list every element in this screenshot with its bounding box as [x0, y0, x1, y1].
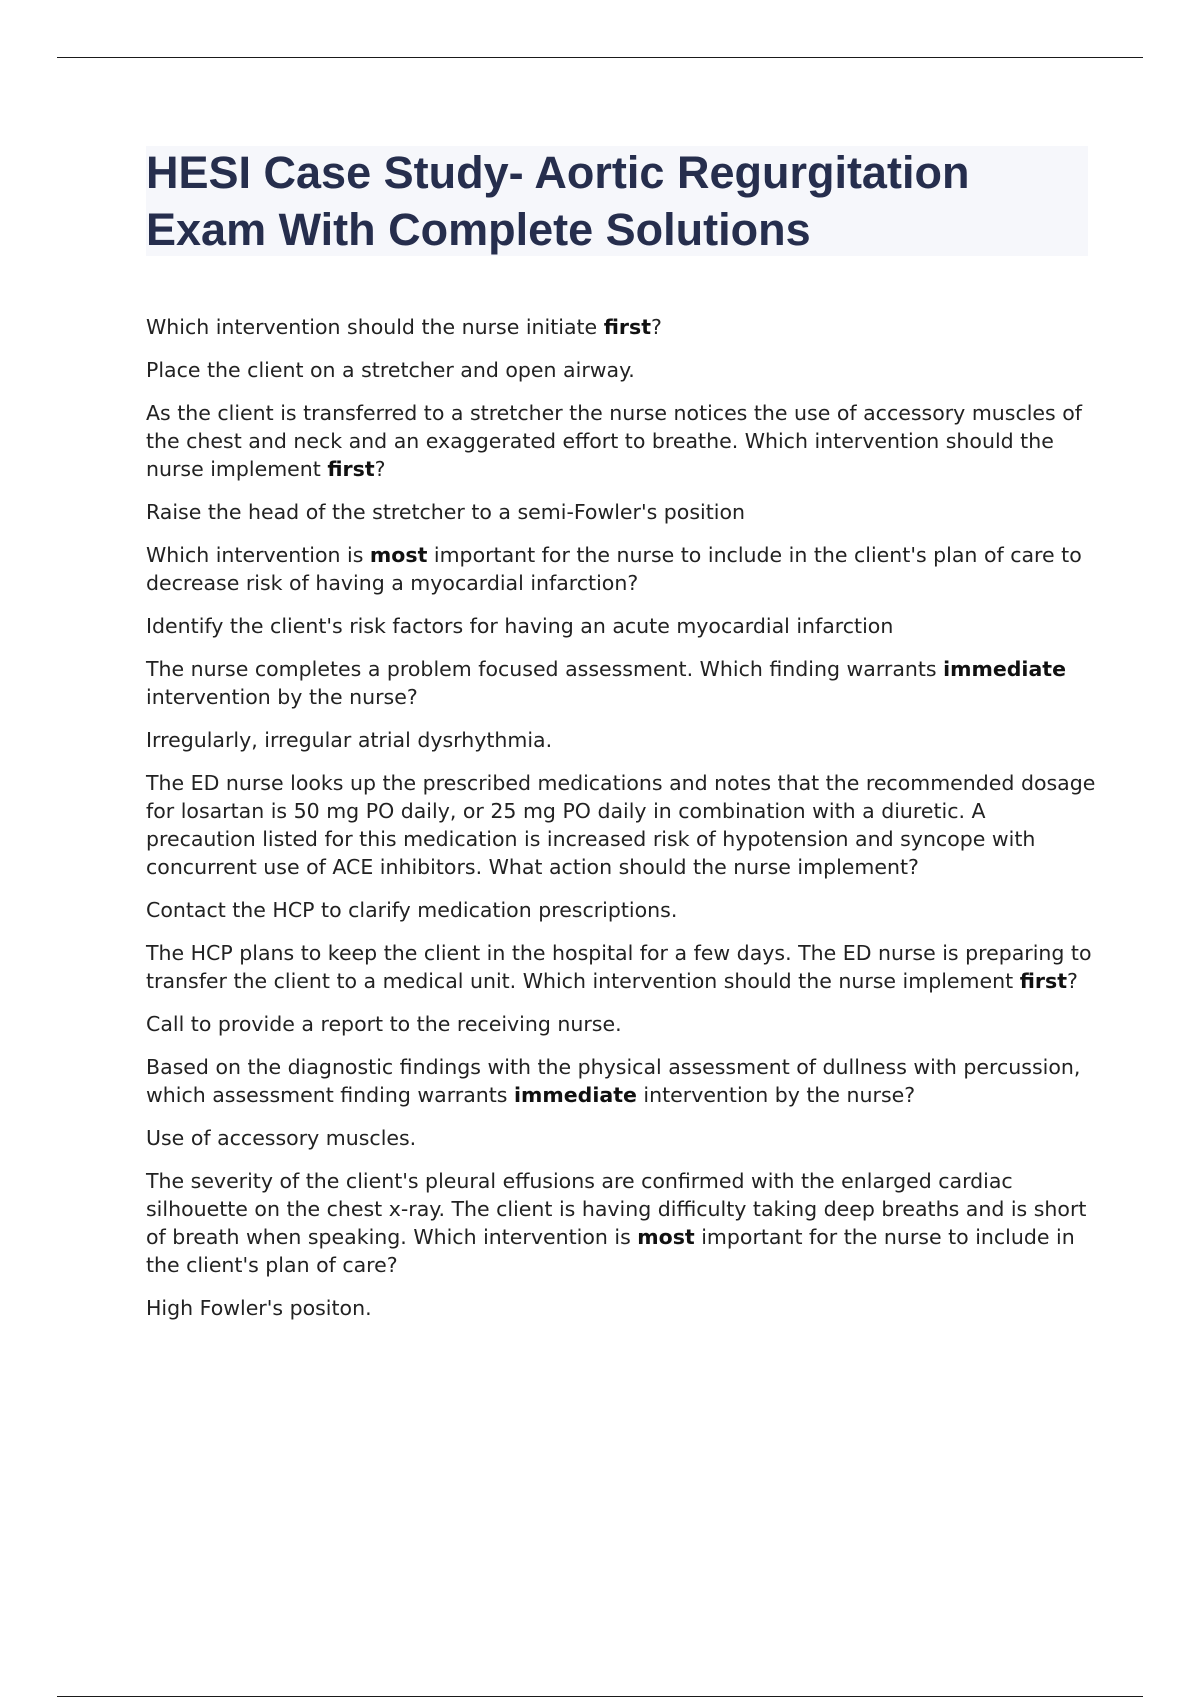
title-line-2: Exam With Complete Solutions	[146, 204, 811, 255]
emphasis: most	[369, 543, 428, 567]
answer-2: Raise the head of the stretcher to a semi-Fowler's position	[146, 500, 745, 524]
title-banner	[146, 146, 1088, 256]
answer-1: Place the client on a stretcher and open airway.	[146, 358, 635, 382]
answer-7: Use of accessory muscles.	[146, 1126, 417, 1150]
emphasis: immediate	[514, 1083, 637, 1107]
emphasis: first	[603, 315, 651, 339]
question-8: The severity of the client's pleural effusions are confirmed with the enlarged cardiac silhouette on the chest x-ray. The client is having difficulty taking deep breaths and is short of breath when speaking. Which intervention is most important for the nurse to include in the client's plan of care?	[146, 1169, 1087, 1277]
emphasis: most	[637, 1225, 695, 1249]
answer-4: Irregularly, irregular atrial dysrhythmia.	[146, 728, 553, 752]
emphasis: immediate	[943, 657, 1066, 681]
emphasis: first	[327, 457, 375, 481]
question-3: Which intervention is most important for the nurse to include in the client's plan of care to decrease risk of having a myocardial infarction?	[146, 543, 1082, 595]
question-7: Based on the diagnostic findings with the physical assessment of dullness with percussion, which assessment finding warrants immediate intervention by the nurse?	[146, 1055, 1081, 1107]
question-2: As the client is transferred to a stretcher the nurse notices the use of accessory muscles of the chest and neck and an exaggerated effort to breathe. Which intervention should the nurse implement first?	[146, 401, 1082, 481]
bottom-rule	[57, 1696, 1143, 1697]
emphasis: first	[1019, 969, 1067, 993]
page-title	[146, 144, 1088, 258]
answer-5: Contact the HCP to clarify medication prescriptions.	[146, 898, 678, 922]
answer-3: Identify the client's risk factors for having an acute myocardial infarction	[146, 614, 894, 638]
question-4: The nurse completes a problem focused assessment. Which finding warrants immediate intervention by the nurse?	[146, 657, 1066, 709]
title-line-1: HESI Case Study- Aortic Regurgitation	[146, 147, 970, 198]
question-5: The ED nurse looks up the prescribed medications and notes that the recommended dosage for losartan is 50 mg PO daily, or 25 mg PO daily in combination with a diuretic. A precaution listed for this medication is increased risk of hypotension and syncope with concurrent use of ACE inhibitors. What action should the nurse implement?	[146, 771, 1096, 879]
answer-6: Call to provide a report to the receiving nurse.	[146, 1012, 622, 1036]
answer-8: High Fowler's positon.	[146, 1296, 372, 1320]
question-1: Which intervention should the nurse initiate first?	[146, 315, 662, 339]
top-rule	[57, 57, 1143, 58]
question-6: The HCP plans to keep the client in the hospital for a few days. The ED nurse is preparing to transfer the client to a medical unit. Which intervention should the nurse implement first?	[146, 941, 1092, 993]
question-answer-list	[146, 313, 1096, 1337]
